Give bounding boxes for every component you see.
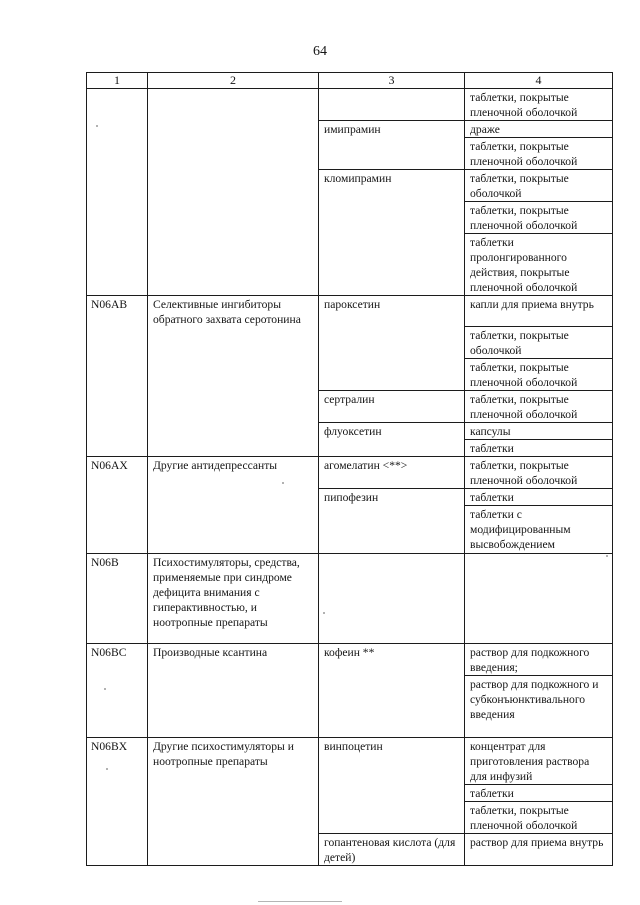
group-name-cell: Другие психостимуляторы и ноотропные препараты	[148, 738, 319, 866]
dosage-form-cell: концентрат для приготовления раствора для инфузий	[465, 738, 613, 785]
dosage-form-cell: таблетки, покрытые пленочной оболочкой	[465, 359, 613, 391]
scan-artifact-line	[258, 901, 342, 902]
dosage-form-cell: драже	[465, 121, 613, 138]
dosage-form-cell: таблетки, покрытые пленочной оболочкой	[465, 391, 613, 423]
atc-code-cell: N06BC	[87, 644, 148, 738]
dosage-form-cell: раствор для подкожного введения;	[465, 644, 613, 676]
dosage-form-cell: таблетки пролонгированного действия, покрытые пленочной оболочкой	[465, 234, 613, 296]
table-row	[87, 296, 613, 327]
group-name-cell: Другие антидепрессанты	[148, 457, 319, 554]
drug-name-cell	[319, 554, 465, 644]
column-header-1: 1	[87, 73, 148, 89]
table-row	[87, 89, 613, 121]
atc-code-cell	[87, 89, 148, 296]
table-row	[87, 738, 613, 785]
table-row	[87, 644, 613, 676]
dosage-form-cell: таблетки, покрытые пленочной оболочкой	[465, 138, 613, 170]
table-row	[87, 554, 613, 644]
scan-speck	[282, 482, 284, 484]
drug-name-cell: винпоцетин	[319, 738, 465, 834]
dosage-form-cell: таблетки, покрытые пленочной оболочкой	[465, 89, 613, 121]
table-header-row	[87, 73, 613, 89]
scan-speck	[104, 688, 106, 690]
dosage-form-cell: таблетки, покрытые пленочной оболочкой	[465, 457, 613, 489]
dosage-form-cell: капли для приема внутрь	[465, 296, 613, 327]
group-name-cell	[148, 89, 319, 296]
page-number: 64	[313, 44, 327, 59]
column-header-3: 3	[319, 73, 465, 89]
dosage-form-cell	[465, 554, 613, 644]
dosage-form-cell: таблетки	[465, 440, 613, 457]
drug-name-cell: агомелатин <**>	[319, 457, 465, 489]
scan-speck	[606, 555, 608, 557]
group-name-cell: Селективные ингибиторы обратного захвата серотонина	[148, 296, 319, 457]
drug-name-cell: пароксетин	[319, 296, 465, 391]
scan-speck	[106, 768, 108, 770]
drug-name-cell: кломипрамин	[319, 170, 465, 296]
dosage-form-cell: таблетки, покрытые оболочкой	[465, 170, 613, 202]
dosage-form-cell: таблетки	[465, 785, 613, 802]
drug-name-cell	[319, 89, 465, 121]
atc-code-cell: N06AB	[87, 296, 148, 457]
drug-name-cell: кофеин **	[319, 644, 465, 738]
drug-name-cell: имипрамин	[319, 121, 465, 170]
drug-name-cell: гопантеновая кислота (для детей)	[319, 834, 465, 866]
atc-code-cell: N06AX	[87, 457, 148, 554]
drug-name-cell: флуоксетин	[319, 423, 465, 457]
column-header-4: 4	[465, 73, 613, 89]
atc-code-cell: N06B	[87, 554, 148, 644]
dosage-form-cell: капсулы	[465, 423, 613, 440]
drug-name-cell: пипофезин	[319, 489, 465, 554]
dosage-form-cell: таблетки, покрытые пленочной оболочкой	[465, 202, 613, 234]
scan-speck	[323, 612, 325, 614]
scan-speck	[96, 125, 98, 127]
group-name-cell: Психостимуляторы, средства, применяемые при синдроме дефицита внимания с гиперактивностью, и ноотропные препараты	[148, 554, 319, 644]
dosage-form-cell: раствор для приема внутрь	[465, 834, 613, 866]
column-header-2: 2	[148, 73, 319, 89]
dosage-form-cell: таблетки	[465, 489, 613, 506]
drug-table	[86, 72, 613, 866]
atc-code-cell: N06BX	[87, 738, 148, 866]
table-row	[87, 457, 613, 489]
group-name-cell: Производные ксантина	[148, 644, 319, 738]
dosage-form-cell: таблетки, покрытые пленочной оболочкой	[465, 802, 613, 834]
dosage-form-cell: таблетки, покрытые оболочкой	[465, 327, 613, 359]
drug-name-cell: сертралин	[319, 391, 465, 423]
dosage-form-cell: раствор для подкожного и субконъюнктивального введения	[465, 676, 613, 738]
dosage-form-cell: таблетки с модифицированным высвобождением	[465, 506, 613, 554]
